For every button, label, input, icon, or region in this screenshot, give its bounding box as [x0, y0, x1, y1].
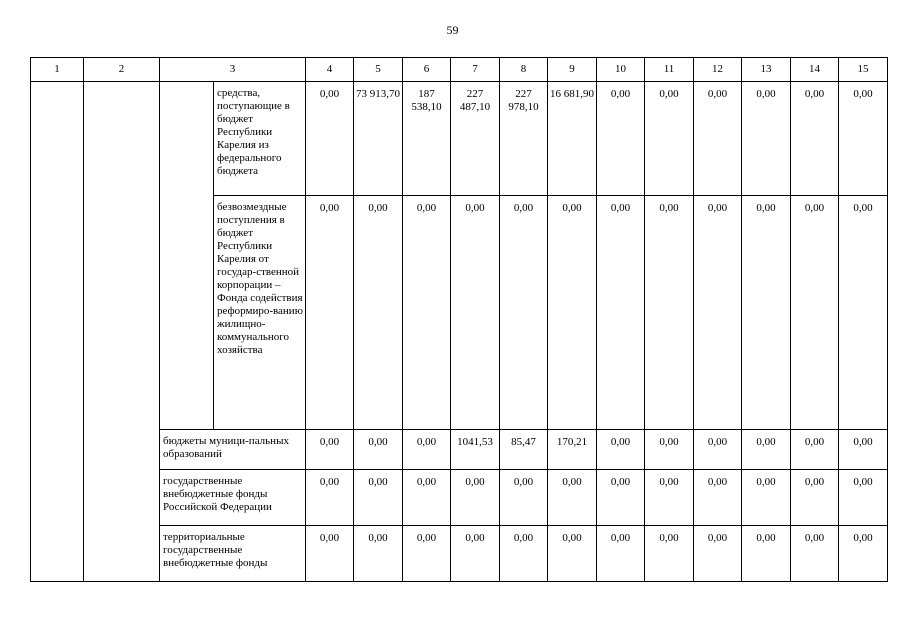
value-cell: 0,00 [742, 470, 791, 526]
value-cell: 0,00 [597, 196, 645, 430]
value-cell: 0,00 [403, 470, 451, 526]
value-cell: 0,00 [645, 526, 694, 582]
value-cell: 0,00 [403, 430, 451, 470]
budget-table [30, 57, 888, 582]
value-cell: 0,00 [742, 430, 791, 470]
value-cell: 0,00 [597, 430, 645, 470]
page-number: 59 [446, 23, 459, 37]
header-row [31, 58, 888, 82]
column-1-empty-cell [31, 82, 84, 582]
value-cell: 0,00 [694, 526, 742, 582]
value-cell: 227 978,10 [500, 82, 548, 196]
value-cell: 0,00 [451, 470, 500, 526]
value-cell: 73 913,70 [354, 82, 403, 196]
value-cell: 0,00 [354, 430, 403, 470]
value-cell: 0,00 [694, 430, 742, 470]
value-cell: 0,00 [791, 430, 839, 470]
value-cell: 0,00 [791, 470, 839, 526]
row-description: бюджеты муници-пальных образований [160, 430, 306, 470]
value-cell: 0,00 [791, 196, 839, 430]
value-cell: 0,00 [354, 196, 403, 430]
value-cell: 0,00 [306, 526, 354, 582]
row-description: средства, поступающие в бюджет Республики Карелия из федерального бюджета [214, 82, 306, 196]
value-cell: 0,00 [354, 470, 403, 526]
value-cell: 0,00 [839, 526, 888, 582]
value-cell: 0,00 [306, 196, 354, 430]
table-row [31, 470, 888, 526]
row-description: государственные внебюджетные фонды Российской Федерации [160, 470, 306, 526]
value-cell: 0,00 [694, 470, 742, 526]
value-cell: 0,00 [597, 470, 645, 526]
value-cell: 0,00 [500, 470, 548, 526]
value-cell: 16 681,90 [548, 82, 597, 196]
header-cell: 11 [645, 58, 694, 82]
value-cell: 0,00 [451, 196, 500, 430]
header-cell: 3 [160, 58, 306, 82]
value-cell: 0,00 [500, 526, 548, 582]
value-cell: 0,00 [645, 470, 694, 526]
value-cell: 0,00 [403, 526, 451, 582]
header-cell: 6 [403, 58, 451, 82]
value-cell: 0,00 [306, 470, 354, 526]
value-cell: 187 538,10 [403, 82, 451, 196]
indent-empty-cell [160, 82, 214, 430]
header-cell: 13 [742, 58, 791, 82]
header-cell: 12 [694, 58, 742, 82]
value-cell: 0,00 [742, 82, 791, 196]
value-cell: 0,00 [645, 82, 694, 196]
header-cell: 8 [500, 58, 548, 82]
value-cell: 0,00 [645, 430, 694, 470]
header-cell: 9 [548, 58, 597, 82]
value-cell: 0,00 [548, 470, 597, 526]
value-cell: 227 487,10 [451, 82, 500, 196]
header-cell: 15 [839, 58, 888, 82]
value-cell: 0,00 [742, 196, 791, 430]
value-cell: 0,00 [597, 526, 645, 582]
value-cell: 0,00 [645, 196, 694, 430]
value-cell: 85,47 [500, 430, 548, 470]
value-cell: 0,00 [597, 82, 645, 196]
value-cell: 0,00 [548, 196, 597, 430]
value-cell: 0,00 [548, 526, 597, 582]
header-cell: 5 [354, 58, 403, 82]
value-cell: 170,21 [548, 430, 597, 470]
value-cell: 0,00 [839, 82, 888, 196]
table-row [31, 526, 888, 582]
column-2-empty-cell [84, 82, 160, 582]
value-cell: 0,00 [839, 470, 888, 526]
header-cell: 7 [451, 58, 500, 82]
header-cell: 2 [84, 58, 160, 82]
value-cell: 0,00 [500, 196, 548, 430]
value-cell: 0,00 [306, 82, 354, 196]
row-description: безвозмездные поступления в бюджет Республики Карелия от государ-ственной корпорации – Фонда содействия реформиро-ванию жилищно-коммунального хозяйства [214, 196, 306, 430]
header-cell: 14 [791, 58, 839, 82]
value-cell: 0,00 [791, 526, 839, 582]
value-cell: 0,00 [839, 196, 888, 430]
value-cell: 0,00 [694, 82, 742, 196]
value-cell: 0,00 [694, 196, 742, 430]
table-row [31, 430, 888, 470]
value-cell: 0,00 [403, 196, 451, 430]
header-cell: 4 [306, 58, 354, 82]
header-cell: 10 [597, 58, 645, 82]
value-cell: 0,00 [306, 430, 354, 470]
value-cell: 0,00 [839, 430, 888, 470]
value-cell: 1041,53 [451, 430, 500, 470]
row-description: территориальные государственные внебюджетные фонды [160, 526, 306, 582]
value-cell: 0,00 [742, 526, 791, 582]
value-cell: 0,00 [791, 82, 839, 196]
table-row [31, 82, 888, 196]
value-cell: 0,00 [451, 526, 500, 582]
value-cell: 0,00 [354, 526, 403, 582]
header-cell: 1 [31, 58, 84, 82]
